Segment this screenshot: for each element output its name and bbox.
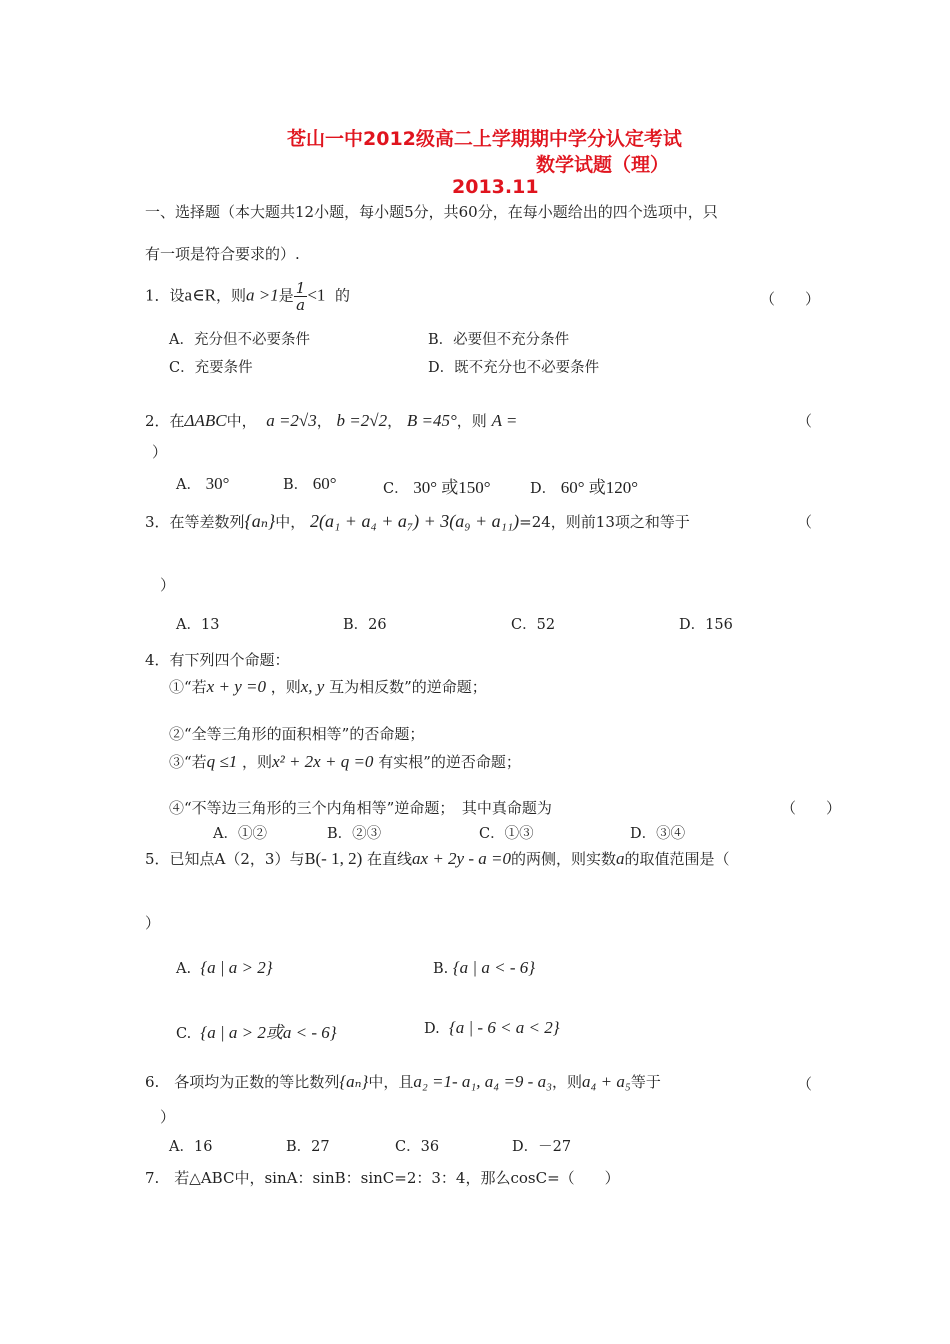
q5-option-d [424,1018,560,1038]
q2-triangle: ΔABC [184,411,227,430]
q3-paren-open: （ [797,513,813,531]
q2-b-value: b =2√2 [336,411,388,430]
q2-pre: 2．在 [145,412,185,430]
q4-option-c: C．①③ [479,826,534,842]
q2-a-value: a =2√3 [266,411,317,430]
q4-answer-paren: （ ） [781,799,842,817]
q6-option-d: D．－27 [512,1139,572,1155]
q6-post: ，则 [552,1073,583,1091]
q6-paren-open: （ [797,1075,813,1093]
q2-option-d [530,473,638,498]
q5-option-b [433,958,535,978]
q5-paren-close: ） [145,914,161,932]
q5-var: a [616,849,625,868]
q6-expression: a₄ + a₅ [582,1072,631,1091]
q4-p1-pre: ①“若 [169,678,207,696]
q5-post: 的两侧，则实数 [510,850,616,868]
q2-option-c-value: 30° 或150° [413,478,491,497]
q3-pre: 3．在等差数列 [145,513,245,531]
q2-option-a-label: A． [176,477,201,493]
question-4-stem: 4．有下列四个命题： [145,651,290,669]
q1-math-set: a∈R [184,285,217,305]
q2-option-c-label: C． [383,481,409,497]
section-instructions-line2: 有一项是符合要求的）. [145,245,300,263]
q5-option-a [176,958,273,978]
q2-paren-close: ） [152,443,168,461]
q2-option-d-label: D． [530,481,557,497]
q2-option-d-value: 60° 或120° [560,478,639,497]
q4-p3-pre: ③“若 [169,753,207,771]
q4-p3-math2: x² + 2x + q =0 [272,752,374,771]
q5-post2: 的取值范围是（ [624,850,730,868]
q4-p1-post: 互为相反数”的逆命题； [329,678,487,696]
q6-option-b: B．27 [286,1139,330,1155]
q6-paren-close: ） [160,1108,176,1126]
section-instructions-line1: 一、选择题（本大题共12小题，每小题5分，共60分，在每小题给出的四个选项中，只 [145,203,718,221]
q4-proposition-1 [169,676,487,697]
q1-pre: 1．设 [145,286,185,305]
q1-option-b: B．必要但不充分条件 [428,332,570,348]
q4-proposition-4: ④“不等边三角形的三个内角相等”逆命题； 其中真命题为 [169,799,552,817]
q2-option-b [283,473,337,494]
q2-option-b-value: 60° [312,474,337,493]
exam-title: 苍山一中2012级高二上学期期中学分认定考试 [287,128,682,150]
q1-post: 的 [334,286,350,305]
q5-option-c-value: {a | a > 2或a < - 6} [200,1023,337,1042]
q5-point: (- 1, 2) [315,849,363,868]
exam-subtitle: 数学试题（理） [536,154,670,176]
q4-option-d: D．③④ [630,826,686,842]
q1-mid: ，则 [216,286,247,305]
q3-option-d: D．156 [679,617,733,633]
q6-mid: 中，且 [368,1073,414,1091]
q4-option-b: B．②③ [327,826,382,842]
q3-mid: 中， [275,513,306,531]
q1-math-lt: <1 [307,285,326,305]
q5-option-a-label: A. [176,961,192,977]
q3-expression: 2(a₁ + a₄ + a₇) + 3(a₉ + a₁₁) [310,511,520,531]
q6-pre: 6. 各项均为正数的等比数列 [145,1073,340,1091]
q6-post2: 等于 [630,1073,661,1091]
q1-math-cond: a >1 [246,285,279,305]
q5-option-a-value: {a | a > 2} [200,958,273,977]
q1-frac-num: 1 [295,279,306,297]
q2-B-value: B =45° [406,411,457,430]
q2-paren-open: （ [797,412,813,430]
q5-option-d-label: D. [424,1021,440,1037]
q5-option-b-value: {a | a < - 6} [452,958,536,977]
exam-date: 2013.11 [452,176,539,198]
q6-condition: a₂ =1- a₁, a₄ =9 - a₃ [413,1072,552,1091]
question-6-stem [145,1071,661,1092]
q4-p3-mid: ，则 [242,753,273,771]
q1-option-c: C．充要条件 [169,360,253,376]
q6-sequence: {aₙ} [339,1072,369,1091]
q1-option-d: D．既不充分也不必要条件 [428,360,600,376]
q2-A-eq: A = [491,411,518,430]
q4-p3-math: q ≤1 [206,752,238,771]
q5-option-d-value: {a | - 6 < a < 2} [448,1018,560,1037]
q6-option-c: C．36 [395,1139,440,1155]
q4-proposition-3 [169,751,521,772]
q1-fraction [294,280,308,313]
q3-option-c: C．52 [511,617,556,633]
q4-p3-post: 有实根”的逆否命题； [378,753,521,771]
q4-option-a: A．①② [213,826,267,842]
q5-option-b-label: B. [433,961,449,977]
q2-option-a [176,473,229,494]
q5-option-c-label: C. [176,1026,192,1042]
q3-option-b: B．26 [343,617,387,633]
q1-frac-den: a [296,296,306,314]
q5-option-c [176,1018,337,1043]
question-3-stem [145,511,690,532]
q1-option-a: A．充分但不必要条件 [169,332,310,348]
q3-post: =24，则前13项之和等于 [519,513,690,531]
q6-option-a: A．16 [169,1139,213,1155]
q3-sequence: {aₙ} [244,511,276,531]
q2-option-c [383,473,491,498]
q4-proposition-2: ②“全等三角形的面积相等”的否命题； [169,725,425,743]
question-7-stem: 7. 若△ABC中，sinA：sinB：sinC=2：3：4，那么cosC=（ ） [145,1169,620,1187]
q1-answer-paren: （ ） [760,290,821,308]
q4-p1-math: x + y =0 [206,677,266,696]
q2-mid: 中， [226,412,257,430]
q1-mid2: 是 [278,286,294,305]
q4-p1-math2: x, y [300,677,325,696]
question-1-stem [145,280,350,313]
question-2-stem: 2．在ΔABC中， a =2√3， b =2√2， B =45°，则 A = [145,411,518,430]
q2-option-a-value: 30° [205,474,230,493]
q4-p1-mid: ，则 [270,678,301,696]
q5-line: ax + 2y - a =0 [412,849,511,868]
question-5-stem [145,848,730,869]
q2-option-b-label: B． [283,477,309,493]
q3-option-a: A．13 [176,617,220,633]
q5-pre: 5．已知点A（2，3）与B [145,850,316,868]
q3-paren-close: ） [160,576,176,594]
q2-post: ，则 [456,412,487,430]
q5-mid: 在直线 [367,850,413,868]
